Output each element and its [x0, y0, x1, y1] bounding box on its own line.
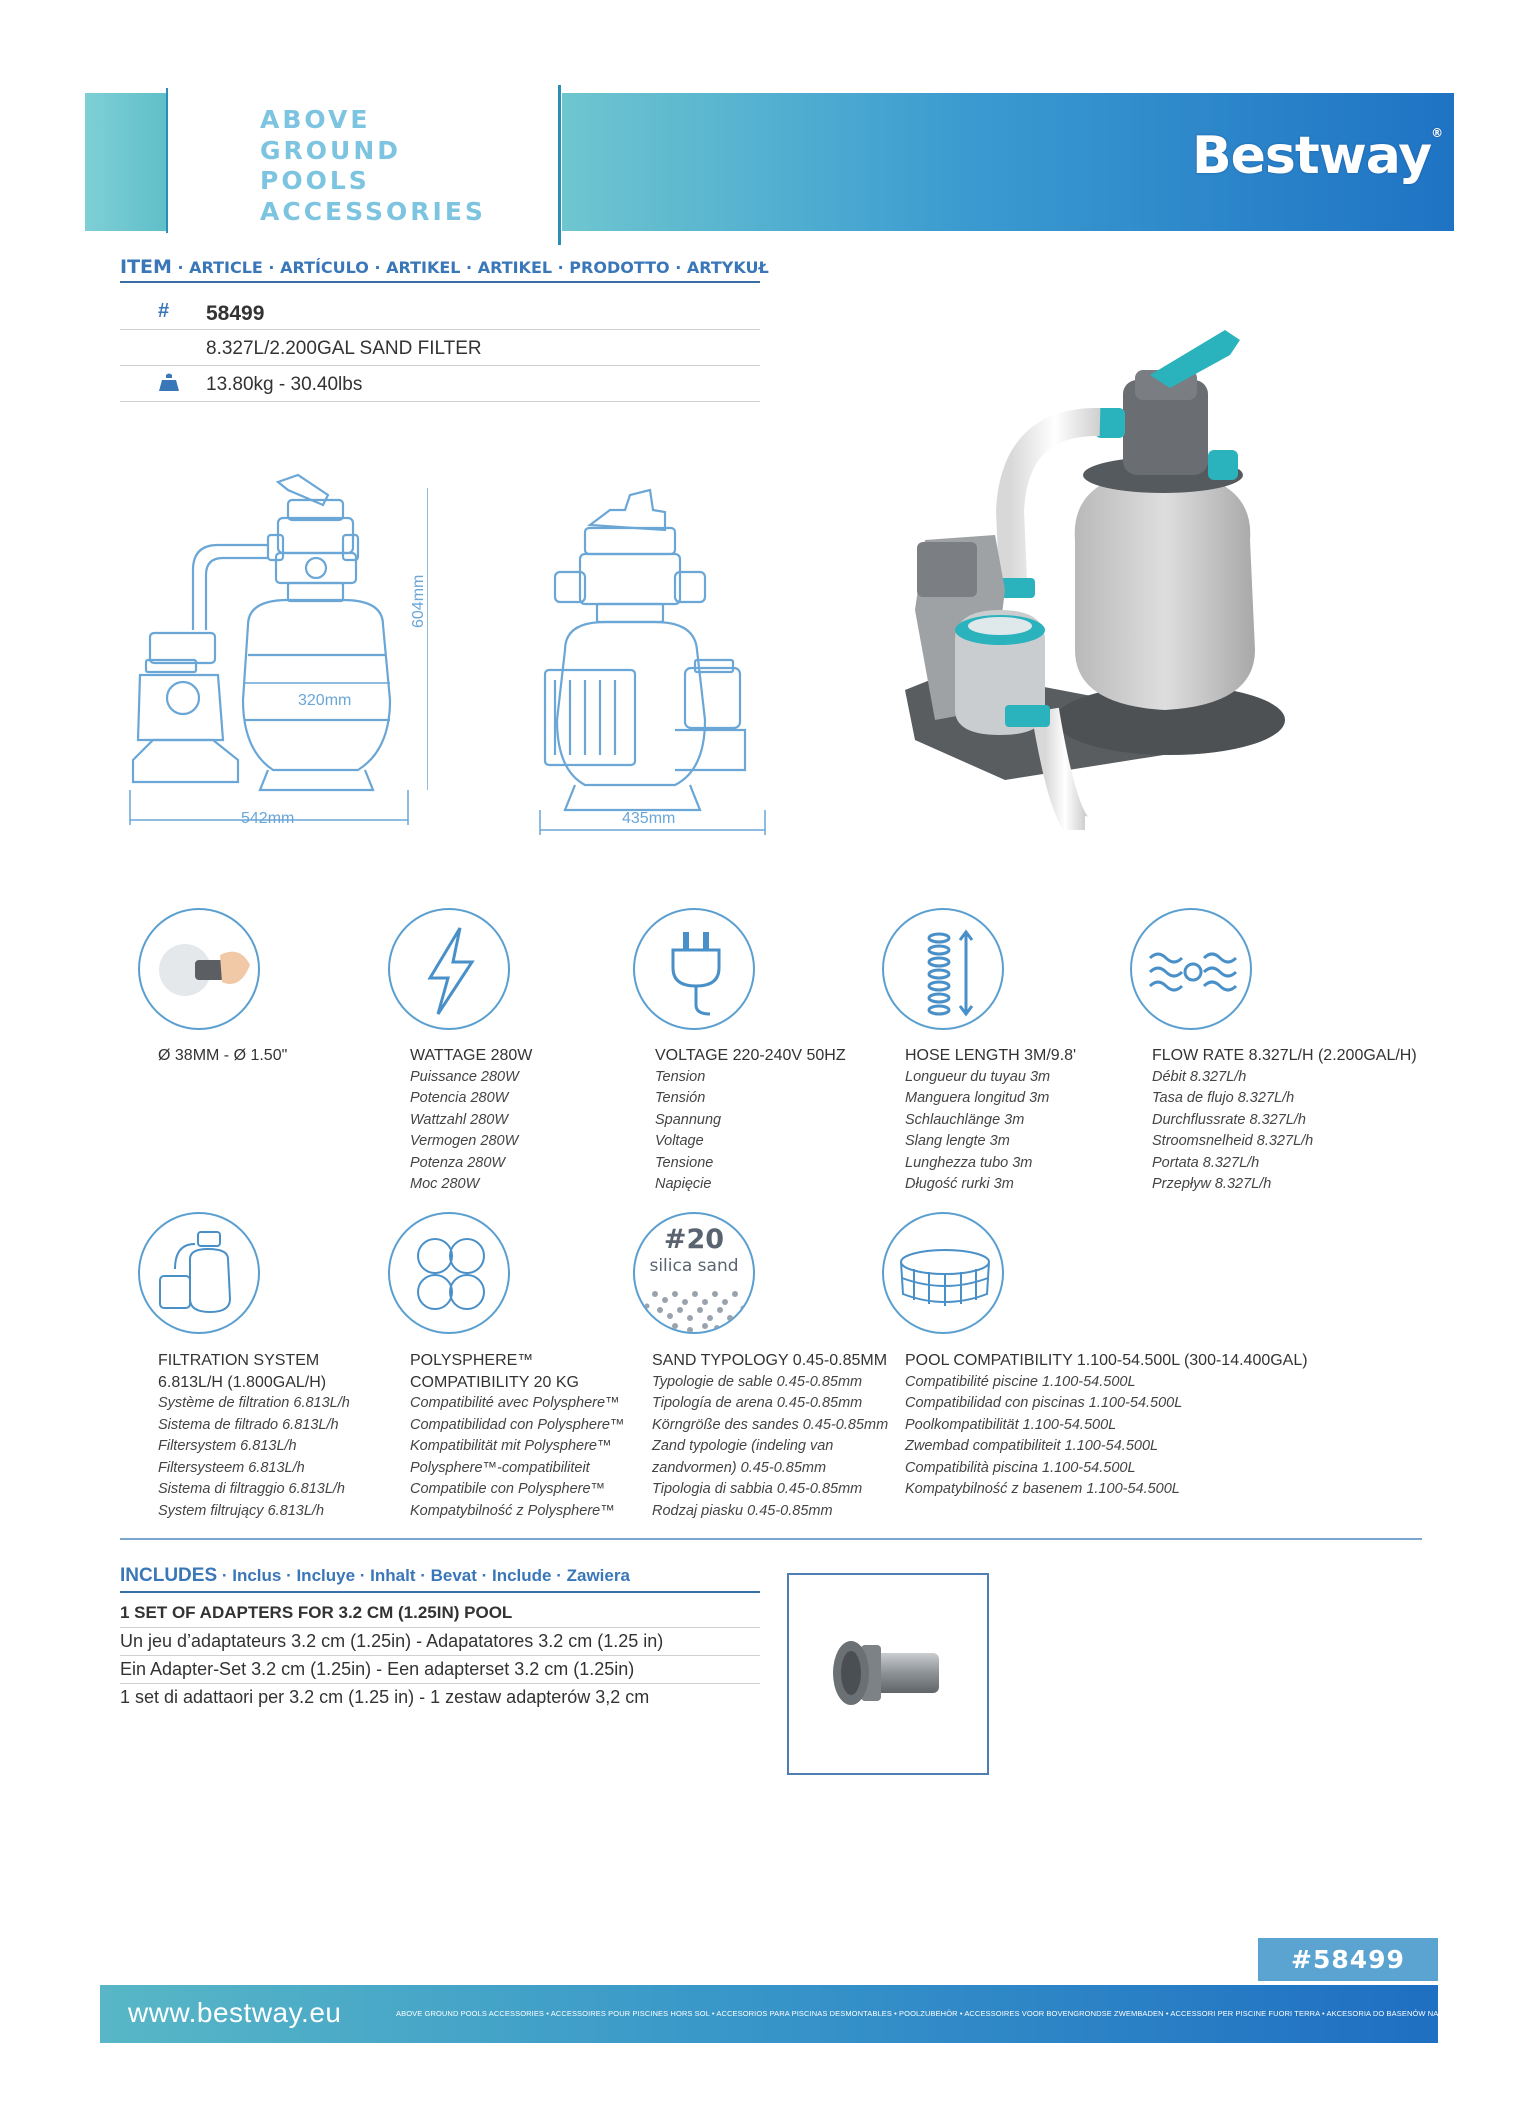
pool-icon [882, 1212, 1004, 1334]
spec-line: Tension [655, 1068, 706, 1085]
spec-hose-length [905, 1045, 1076, 1196]
spec-line: Polysphere™-compatibiliteit [410, 1459, 590, 1476]
spec-line: Slang lengte 3m [905, 1133, 1010, 1149]
spec-title: SAND TYPOLOGY 0.45-0.85MM [652, 1352, 888, 1369]
spec-title: 6.813L/H (1.800GAL/H) [158, 1373, 327, 1391]
header-accent-bar [85, 93, 167, 231]
item-number-row [120, 294, 760, 330]
spec-line: Sistema di filtraggio 6.813L/h [158, 1481, 345, 1497]
includes-header-translations: · Inclus · Incluye · Inhalt · Bevat · Include · Zawiera [217, 1566, 630, 1585]
spec-line: Sistema de filtrado 6.813L/h [158, 1416, 339, 1433]
spec-sand-typology [652, 1350, 888, 1522]
spec-title: POOL COMPATIBILITY 1.100-54.500L (300-14.400GAL) [905, 1352, 1308, 1369]
spec-line: Lunghezza tubo 3m [905, 1154, 1033, 1171]
spec-line: Stroomsnelheid 8.327L/h [1152, 1133, 1314, 1149]
spec-line: Schlauchlänge 3m [905, 1111, 1025, 1128]
silica-sand-icon [633, 1212, 755, 1334]
spec-line: Compatibilité avec Polysphere™ [410, 1395, 620, 1411]
spec-title: WATTAGE 280W [410, 1047, 533, 1064]
depth-dimension: 435mm [622, 810, 676, 827]
spec-line: Wattzahl 280W [410, 1111, 509, 1128]
flow-rate-icon [1130, 908, 1252, 1030]
spec-title: POLYSPHERE™ [410, 1352, 534, 1369]
front-view-drawing [535, 480, 775, 840]
footer-banner [100, 1985, 1479, 2043]
hash-icon: # [158, 300, 170, 322]
spec-line: Compatibilità piscina 1.100-54.500L [905, 1459, 1136, 1476]
spec-line: Tipología de arena 0.45-0.85mm [652, 1395, 863, 1411]
header-title-line: POOLS [260, 166, 370, 195]
spec-line: Compatibilidad con piscinas 1.100-54.500L [905, 1395, 1183, 1411]
item-header-label: ITEM [120, 256, 172, 278]
spec-line: Przepływ 8.327L/h [1152, 1176, 1272, 1192]
spec-line: zandvormen) 0.45-0.85mm [652, 1459, 827, 1476]
spec-title: FILTRATION SYSTEM [158, 1352, 320, 1369]
spec-line: Longueur du tuyau 3m [905, 1068, 1051, 1085]
spec-line: Puissance 280W [410, 1068, 519, 1085]
spec-line: Spannung [655, 1111, 722, 1128]
spec-line: Kompatybilność z Polysphere™ [410, 1502, 615, 1519]
spec-line: Napięcie [655, 1176, 712, 1192]
includes-line: 1 SET OF ADAPTERS FOR 3.2 CM (1.25IN) POOL [120, 1600, 760, 1628]
spec-title: Ø 38MM - Ø 1.50" [158, 1047, 288, 1064]
spec-flow-rate [1152, 1045, 1417, 1196]
brand-logo: Bestway® [1192, 126, 1443, 186]
spec-line: Voltage [655, 1133, 704, 1149]
spec-line: Tensione [655, 1154, 714, 1171]
spec-title: VOLTAGE 220-240V 50HZ [655, 1047, 846, 1064]
includes-line: Un jeu d’adaptateurs 3.2 cm (1.25in) - Adapatatores 3.2 cm (1.25 in) [120, 1628, 760, 1656]
spec-line: Körngröße des sandes 0.45-0.85mm [652, 1416, 889, 1433]
section-divider [120, 1538, 1422, 1540]
spec-filtration-system [158, 1350, 350, 1522]
filtration-system-icon [138, 1212, 260, 1334]
spec-line: System filtrujący 6.813L/h [158, 1502, 325, 1519]
spec-line: Rodzaj piasku 0.45-0.85mm [652, 1502, 833, 1519]
spec-line: Kompatibilität mit Polysphere™ [410, 1438, 612, 1454]
sand-filter-product-image [895, 310, 1395, 830]
spec-line: Kompatybilność z basenem 1.100-54.500L [905, 1481, 1180, 1497]
hose-length-icon [882, 908, 1004, 1030]
width-dimension: 542mm [241, 810, 295, 827]
spec-pool-compatibility [905, 1350, 1308, 1501]
spec-line: Filtersystem 6.813L/h [158, 1438, 297, 1454]
header-title [260, 105, 486, 227]
includes-header-label: INCLUDES [120, 1565, 218, 1586]
adapter-image-box [787, 1573, 989, 1775]
silica-sand-grade: #20 [663, 1224, 725, 1255]
spec-line: Poolkompatibilität 1.100-54.500L [905, 1416, 1117, 1433]
hose-connector-icon [138, 908, 260, 1030]
spec-line: Portata 8.327L/h [1152, 1154, 1260, 1171]
item-header-translations: · ARTICLE · ARTÍCULO · ARTIKEL · ARTIKEL · PRODOTTO · ARTYKUŁ [171, 258, 769, 277]
spec-line: Compatibilité piscine 1.100-54.500L [905, 1373, 1136, 1390]
spec-title: COMPATIBILITY 20 KG [410, 1373, 579, 1391]
spec-line: Manguera longitud 3m [905, 1090, 1050, 1106]
item-weight: 13.80kg - 30.40lbs [206, 374, 363, 395]
footer-tagline: ABOVE GROUND POOLS ACCESSORIES • ACCESSOIRES POUR PISCINES HORS SOL • ACCESORIOS PARA PISCINAS DESMONTABLES • POOLZUBEHÖR • ACCESSOIRES VOOR BOVENGRONDSE ZWEMBADEN • ACCESSORI PER PISCINE FUORI TERRA • AKCESORIA DO BASENÓW NAZIEMNYCH [396, 2009, 1479, 2018]
spec-wattage [410, 1045, 532, 1196]
spec-line: Typologie de sable 0.45-0.85mm [652, 1373, 863, 1390]
spec-line: Compatibile con Polysphere™ [410, 1481, 606, 1497]
polysphere-icon [388, 1212, 510, 1334]
website-link[interactable]: www.bestway.eu [128, 1997, 342, 2028]
includes-header [120, 1565, 760, 1593]
lightning-icon [388, 908, 510, 1030]
item-name: 8.327L/2.200GAL SAND FILTER [206, 338, 482, 359]
header-title-line: ACCESSORIES [260, 196, 486, 226]
item-header [120, 256, 769, 283]
header-title-line: ABOVE [260, 105, 371, 134]
spec-line: Potenza 280W [410, 1154, 506, 1171]
diameter-dimension: 320mm [298, 692, 352, 709]
spec-diameter [158, 1045, 287, 1067]
spec-line: Tasa de flujo 8.327L/h [1152, 1090, 1295, 1106]
includes-line: Ein Adapter-Set 3.2 cm (1.25in) - Een adapterset 3.2 cm (1.25in) [120, 1656, 760, 1684]
header-divider [558, 85, 561, 245]
plug-icon [633, 908, 755, 1030]
spec-line: Débit 8.327L/h [1152, 1068, 1247, 1085]
header-title-line: GROUND [260, 135, 401, 165]
spec-line: Tensión [655, 1090, 706, 1106]
spec-line: Filtersysteem 6.813L/h [158, 1459, 305, 1476]
item-number: 58499 [206, 302, 265, 325]
side-view-drawing [128, 470, 428, 840]
spec-line: Zand typologie (indeling van [652, 1438, 834, 1454]
spec-line: Système de filtration 6.813L/h [158, 1395, 350, 1411]
spec-line: Compatibilidad con Polysphere™ [410, 1416, 625, 1433]
spec-line: Vermogen 280W [410, 1133, 519, 1149]
adapter-image [789, 1575, 987, 1773]
item-name-row [120, 330, 760, 366]
item-weight-row [120, 366, 760, 402]
product-code-badge: #58499 [1258, 1938, 1438, 1981]
spec-line: Tipologia di sabbia 0.45-0.85mm [652, 1481, 863, 1497]
weight-icon [158, 372, 178, 398]
spec-line: Potencia 280W [410, 1090, 509, 1106]
spec-title: HOSE LENGTH 3M/9.8' [905, 1047, 1077, 1064]
spec-line: Zwembad compatibiliteit 1.100-54.500L [905, 1438, 1159, 1454]
silica-sand-label: silica sand [649, 1256, 739, 1276]
header-divider [166, 88, 168, 233]
includes-line: 1 set di adattaori per 3.2 cm (1.25 in) - 1 zestaw adapterów 3,2 cm [120, 1687, 650, 1707]
spec-line: Durchflussrate 8.327L/h [1152, 1111, 1306, 1128]
spec-voltage [655, 1045, 846, 1196]
spec-line: Moc 280W [410, 1176, 480, 1192]
spec-title: FLOW RATE 8.327L/H (2.200GAL/H) [1152, 1047, 1417, 1064]
height-dimension: 604mm [410, 574, 427, 628]
spec-line: Długość rurki 3m [905, 1176, 1014, 1192]
spec-polysphere [410, 1350, 624, 1522]
